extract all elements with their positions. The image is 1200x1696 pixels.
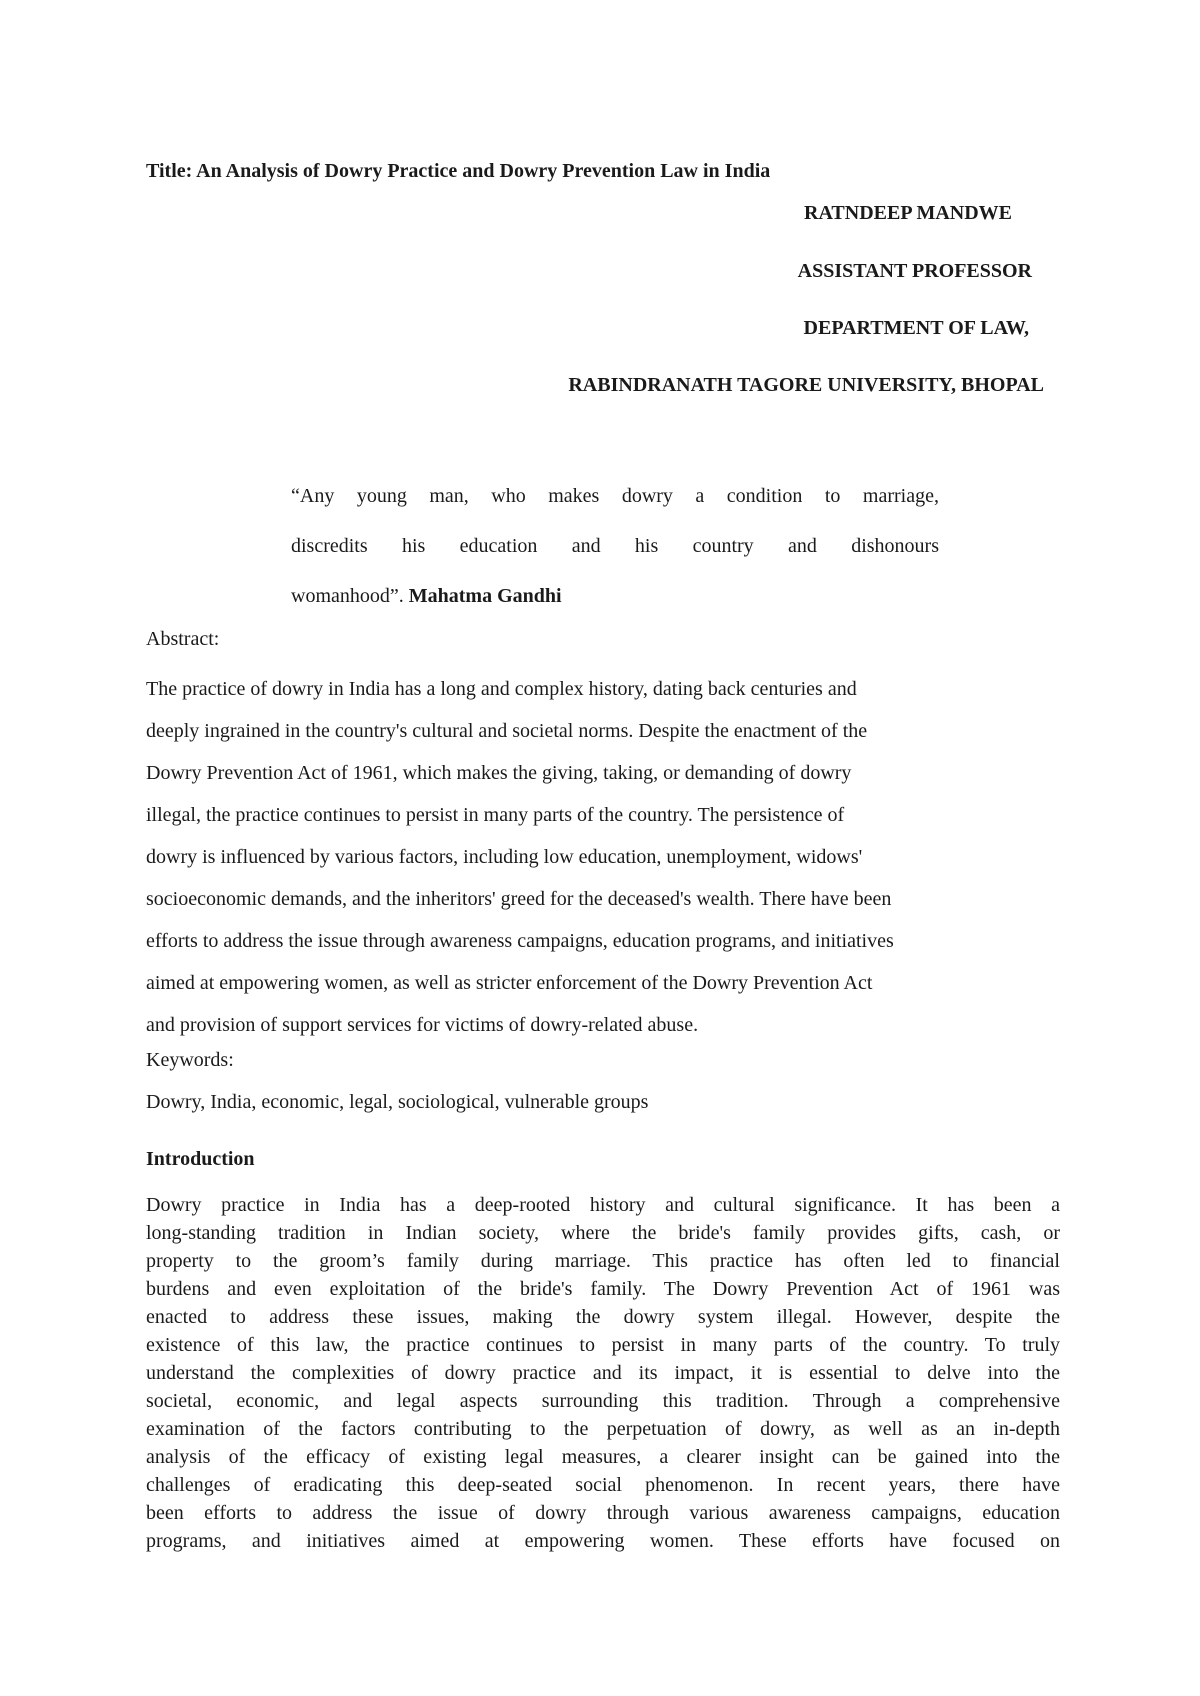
introduction-line: analysis of the efficacy of existing legal measures, a clearer insight can be gained into the bbox=[146, 1446, 1060, 1468]
introduction-line: programs, and initiatives aimed at empowering women. These efforts have focused on bbox=[146, 1530, 1060, 1552]
abstract-line: aimed at empowering women, as well as stricter enforcement of the Dowry Prevention Act bbox=[146, 972, 873, 994]
author-name: RATNDEEP MANDWE bbox=[804, 202, 1012, 224]
abstract-body bbox=[146, 668, 1058, 1046]
introduction-line: societal, economic, and legal aspects surrounding this tradition. Through a comprehensive bbox=[146, 1390, 1060, 1412]
introduction-line: examination of the factors contributing to the perpetuation of dowry, as well as an in-depth bbox=[146, 1418, 1060, 1440]
introduction-line: understand the complexities of dowry practice and its impact, it is essential to delve into the bbox=[146, 1362, 1060, 1384]
abstract-heading: Abstract: bbox=[146, 628, 220, 650]
introduction-line: challenges of eradicating this deep-seated social phenomenon. In recent years, there have bbox=[146, 1474, 1060, 1496]
introduction-line: burdens and even exploitation of the bride's family. The Dowry Prevention Act of 1961 was bbox=[146, 1278, 1060, 1300]
abstract-line: illegal, the practice continues to persist in many parts of the country. The persistence of bbox=[146, 804, 845, 826]
introduction-line: long-standing tradition in Indian society, where the bride's family provides gifts, cash, or bbox=[146, 1222, 1060, 1244]
introduction-line: Dowry practice in India has a deep-rooted history and cultural significance. It has been a bbox=[146, 1194, 1060, 1216]
quote-line: womanhood”. bbox=[291, 585, 404, 607]
quote-attribution: Mahatma Gandhi bbox=[408, 585, 562, 607]
introduction-line: property to the groom’s family during marriage. This practice has often led to financial bbox=[146, 1250, 1060, 1272]
author-university: RABINDRANATH TAGORE UNIVERSITY, BHOPAL bbox=[568, 374, 1044, 396]
quote-line-last bbox=[291, 571, 939, 621]
abstract-line: dowry is influenced by various factors, including low education, unemployment, widows' bbox=[146, 846, 863, 868]
abstract-line: socioeconomic demands, and the inheritors' greed for the deceased's wealth. There have been bbox=[146, 888, 892, 910]
abstract-line: and provision of support services for victims of dowry-related abuse. bbox=[146, 1014, 699, 1036]
abstract-line: efforts to address the issue through awareness campaigns, education programs, and initiatives bbox=[146, 930, 894, 952]
quote-line: “Any young man, who makes dowry a condition to marriage, bbox=[291, 485, 939, 507]
introduction-line: existence of this law, the practice continues to persist in many parts of the country. To truly bbox=[146, 1334, 1060, 1356]
keywords-heading: Keywords: bbox=[146, 1049, 234, 1071]
abstract-line: The practice of dowry in India has a long and complex history, dating back centuries and bbox=[146, 678, 857, 700]
introduction-line: been efforts to address the issue of dowry through various awareness campaigns, education bbox=[146, 1502, 1060, 1524]
author-designation: ASSISTANT PROFESSOR bbox=[797, 260, 1032, 282]
paper-title: Title: An Analysis of Dowry Practice and Dowry Prevention Law in India bbox=[146, 160, 771, 182]
abstract-line: deeply ingrained in the country's cultural and societal norms. Despite the enactment of the bbox=[146, 720, 868, 742]
abstract-line: Dowry Prevention Act of 1961, which makes the giving, taking, or demanding of dowry bbox=[146, 762, 852, 784]
introduction-heading: Introduction bbox=[146, 1148, 255, 1170]
author-department: DEPARTMENT OF LAW, bbox=[803, 317, 1029, 339]
keywords-text: Dowry, India, economic, legal, sociological, vulnerable groups bbox=[146, 1091, 649, 1113]
introduction-body bbox=[146, 1191, 1060, 1555]
quote-line: discredits his education and his country and dishonours bbox=[291, 535, 939, 557]
epigraph-quote bbox=[291, 471, 939, 621]
introduction-line: enacted to address these issues, making the dowry system illegal. However, despite the bbox=[146, 1306, 1060, 1328]
